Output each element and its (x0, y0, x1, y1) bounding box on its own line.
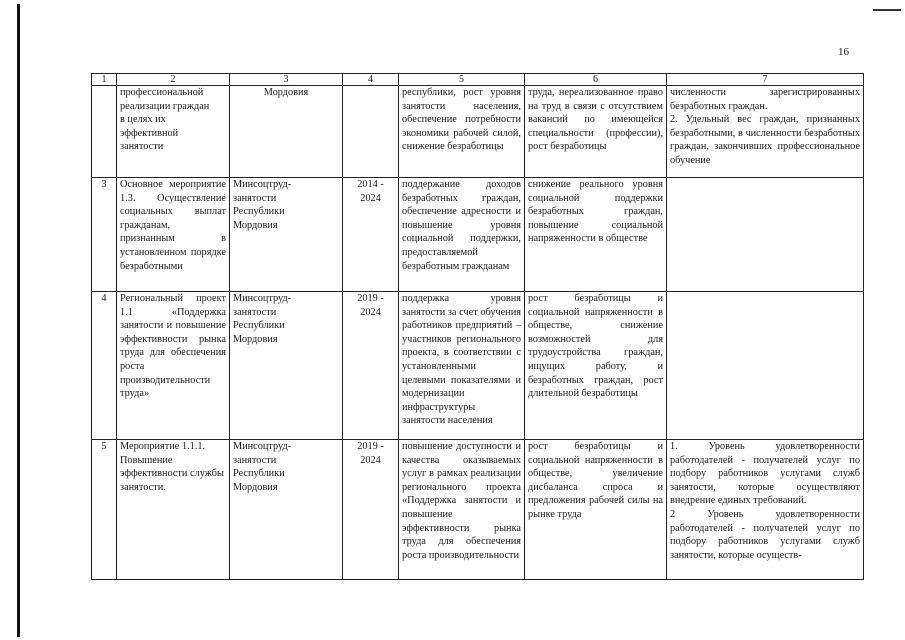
measure-name-cell: Региональный проект 1.1 «Поддержка занятости и повышение эффективности рынка труда для обеспечения роста производительности труда» (117, 292, 230, 440)
row-number-cell: 3 (92, 178, 117, 292)
period-cell: 2019 - 2024 (343, 440, 399, 580)
executor-cell: Минсоцтруд- занятости Республики Мордовия (230, 440, 343, 580)
table-row (92, 86, 864, 178)
table-header-row (92, 74, 864, 86)
indicators-cell: численности зарегистрированных безработных граждан. 2. Удельный вес граждан, признанных безработными, в численности безработных граждан, закончивших профессиональное обучение (667, 86, 864, 178)
consequences-cell: республики, рост уровня занятости населения, обеспечение потребности экономики рабочей силой, снижение безработицы (399, 86, 525, 178)
tasks-cell: рост безработицы и социальной напряженности в обществе, увеличение дисбаланса спроса и предложения рабочей силы на рынке труда (525, 440, 667, 580)
period-cell: 2019 - 2024 (343, 292, 399, 440)
row-number-cell (92, 86, 117, 178)
table-row (92, 292, 864, 440)
row-number-cell: 5 (92, 440, 117, 580)
period-cell (343, 86, 399, 178)
consequences-cell: поддержка уровня занятости за счет обучения работников предприятий – участников регионального проекта, в соответствии с установленными целевыми показателями и модернизации инфраструктуры занятости населения (399, 292, 525, 440)
column-header: 1 (92, 74, 117, 86)
measure-name-cell: Основное мероприятие 1.3. Осуществление социальных выплат гражданам, признанным в установленном порядке безработными (117, 178, 230, 292)
indicators-cell (667, 178, 864, 292)
column-header: 7 (667, 74, 864, 86)
indicators-cell (667, 292, 864, 440)
program-measures-table (91, 73, 864, 580)
executor-cell: Минсоцтруд- занятости Республики Мордовия (230, 292, 343, 440)
table-row (92, 440, 864, 580)
period-cell: 2014 - 2024 (343, 178, 399, 292)
consequences-cell: поддержание доходов безработных граждан, обеспечение адресности и повышение уровня социальной поддержки, предоставляемой безработным гражданам (399, 178, 525, 292)
measure-name-cell: Мероприятие 1.1.1. Повышение эффективности службы занятости. (117, 440, 230, 580)
indicators-cell: 1. Уровень удовлетворенности работодателей - получателей услуг по подбору работников услугами служб занятости, которые осуществляют внедрение единых требований. 2 Уровень удовлетворенности работодателей - получателей услуг по подбору работников услугами служб занятости, которые осуществ- (667, 440, 864, 580)
executor-cell: Мордовия (230, 86, 343, 178)
consequences-cell: повышение доступности и качества оказываемых услуг в рамках реализации регионального проекта «Поддержка занятости и повышение эффективности рынка труда для обеспечения роста производительности (399, 440, 525, 580)
left-binding-bar (17, 4, 20, 637)
table-row (92, 178, 864, 292)
measure-name-cell: профессиональной реализации граждан в целях их эффективной занятости (117, 86, 230, 178)
row-number-cell: 4 (92, 292, 117, 440)
column-header: 5 (399, 74, 525, 86)
tasks-cell: снижение реального уровня социальной поддержки безработных граждан, повышение социальной напряженности в обществе (525, 178, 667, 292)
column-header: 3 (230, 74, 343, 86)
column-header: 2 (117, 74, 230, 86)
column-header: 4 (343, 74, 399, 86)
page-number: 16 (838, 46, 849, 58)
column-header: 6 (525, 74, 667, 86)
tasks-cell: рост безработицы и социальной напряженности в обществе, снижение возможностей для трудоустройства граждан, ищущих работу, и безработных граждан, рост длительной безработицы (525, 292, 667, 440)
corner-mark (873, 9, 901, 11)
tasks-cell: труда, нереализованное право на труд в связи с отсутствием вакансий по имеющейся специальности (профессии), рост безработицы (525, 86, 667, 178)
executor-cell: Минсоцтруд- занятости Республики Мордовия (230, 178, 343, 292)
